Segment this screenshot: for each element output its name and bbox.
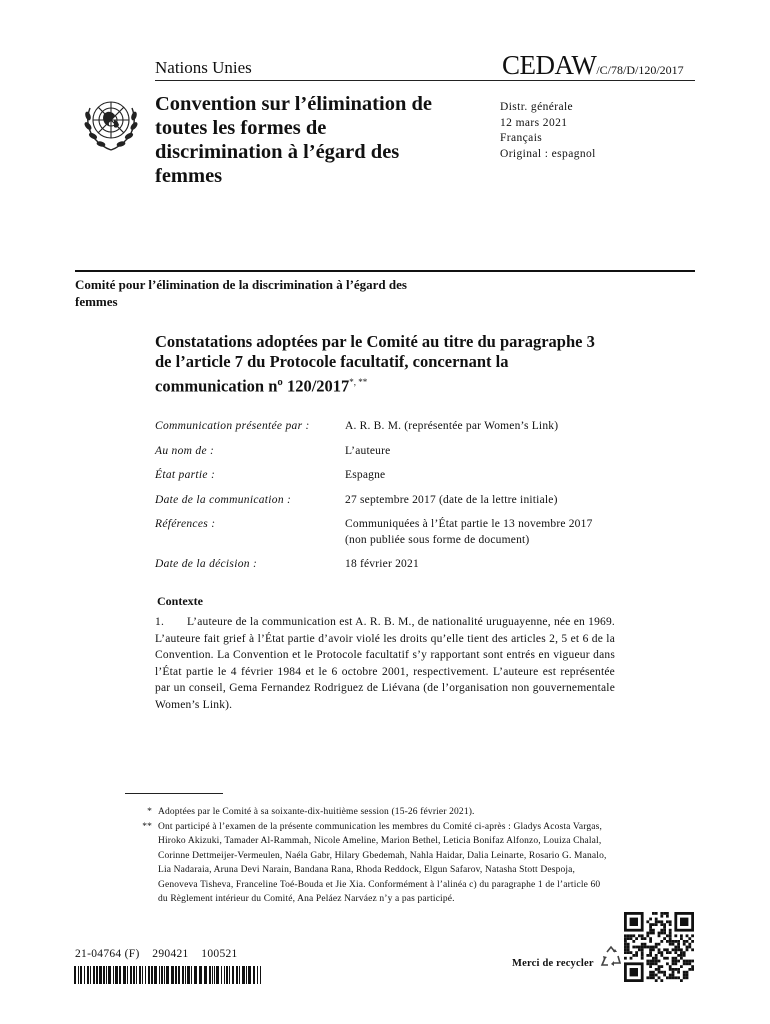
field-label: État partie :: [155, 469, 216, 481]
communication-details: [155, 419, 695, 582]
decision-title-text: Constatations adoptées par le Comité au titre du paragraphe 3 de l’article 7 du Protocole facultatif, concernant la communication nº 120/2017: [155, 332, 595, 396]
symbol-suffix: /C/78/D/120/2017: [596, 63, 684, 77]
field-row: [155, 419, 695, 435]
field-value: A. R. B. M. (représentée par Women’s Link): [345, 420, 559, 432]
footnote-marker: *: [147, 807, 152, 817]
section-heading: Contexte: [157, 594, 203, 608]
issue-date: 12 mars 2021: [500, 116, 568, 129]
convention-title: Convention sur l’élimination de toutes les formes de discrimination à l’égard des femmes: [155, 93, 432, 187]
field-row: [155, 444, 695, 460]
field-value: Communiquées à l’État partie le 13 novembre 2017 (non publiée sous forme de document): [345, 518, 593, 546]
field-value: L’auteure: [345, 444, 391, 457]
field-label: Date de la communication :: [155, 493, 292, 506]
field-label: Au nom de :: [155, 444, 215, 457]
footnote-markers: *, **: [349, 377, 368, 387]
footnote-separator: [125, 793, 223, 794]
recycle-text: Merci de recycler: [512, 958, 594, 969]
document-number: 21-04764 (F) 290421 100521: [75, 948, 238, 960]
footnote: [130, 820, 610, 907]
committee-name: Comité pour l’élimination de la discrimination à l’égard des femmes: [75, 277, 407, 309]
qr-code-icon: [624, 912, 694, 982]
language: Français: [500, 132, 543, 144]
footnote-text: Ont participé à l’examen de la présente communication les membres du Comité ci-après : Gladys Acosta Vargas, Hiroko Akizuki, Tamader Al-Rammah, Nicole Ameline, Marion Bethel, Leticia Bonifaz Alfonzo, Louiza Chalal, Corinne Dettmeijer-Vermeulen, Naéla Gabr, Hilary Gbedemah, Nahla Haidar, Dalia Leinarte, Rosario G. Manalo, Lia Nadaraia, Aruna Devi Narain, Bandana Rana, Rhoda Reddock, Elgun Safarov, Natasha Stott Despoja, Genoveva Tisheva, Franceline Toé-Bouda et Jie Xia. Conformément à l’alinéa c) du paragraphe 1 de l’article 60 du Règlement intérieur du Comité, Ana Peláez Narváez n’y a pas participé.: [158, 821, 607, 904]
paragraph: [155, 614, 615, 713]
un-emblem-icon: [78, 90, 144, 156]
footnote-marker: **: [142, 821, 152, 832]
field-row: [155, 517, 695, 548]
recycle-icon: [598, 944, 624, 970]
distribution-block: [500, 100, 596, 162]
field-label: Date de la décision :: [155, 558, 258, 570]
paragraph-number: 1.: [155, 616, 165, 628]
original-language: Original : espagnol: [500, 147, 596, 160]
field-value: Espagne: [345, 469, 386, 481]
footnote: [130, 805, 610, 820]
symbol-main: CEDAW: [502, 50, 597, 80]
field-row: [155, 493, 695, 509]
organization-name: Nations Unies: [155, 58, 252, 77]
document-symbol: [502, 50, 684, 81]
barcode-icon: [74, 966, 262, 984]
paragraph-text: L’auteure de la communication est A. R. B. M., de nationalité uruguayenne, née en 1969. L’auteure fait grief à l’État partie d’avoir violé les droits qu’elle tient des articles 2, 5 et 6 de la Convention. La Convention et le Protocole facultatif s’y rapportant sont entrés en vigueur dans l’État partie le 4 février 1984 et le 6 octobre 2001, respectivement. L’auteure est représentée par un conseil, Gema Fernandez Rodriguez de Liévana (de l’organisation non gouvernementale Women’s Link).: [155, 616, 615, 711]
field-label: Références :: [155, 518, 216, 530]
field-value: 27 septembre 2017 (date de la lettre initiale): [345, 493, 558, 506]
field-row: [155, 557, 695, 573]
field-label: Communication présentée par :: [155, 420, 310, 432]
distribution: Distr. générale: [500, 101, 574, 113]
decision-title: [155, 332, 605, 397]
field-row: [155, 468, 695, 484]
header-rule: [155, 80, 695, 81]
footnote-text: Adoptées par le Comité à sa soixante-dix-huitième session (15-26 février 2021).: [158, 807, 475, 817]
field-value: 18 février 2021: [345, 558, 419, 570]
footnotes: [130, 805, 610, 907]
title-rule: [75, 270, 695, 272]
